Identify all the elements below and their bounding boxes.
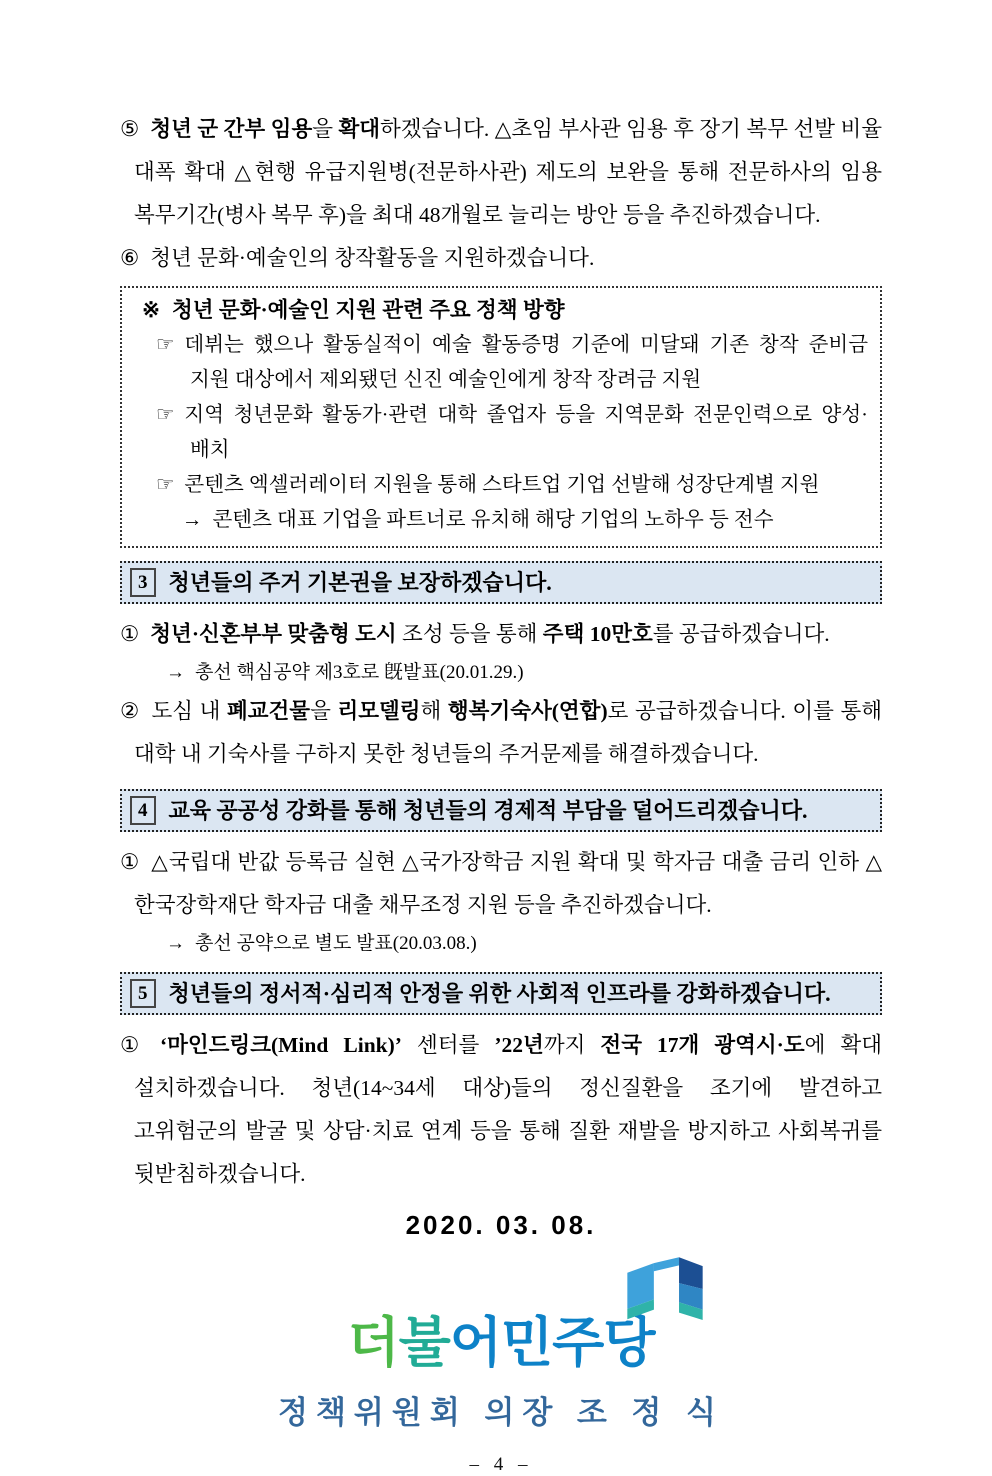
logo-text-segment: 어민주당 [449,1313,655,1373]
body-text: 센터를 [401,1033,495,1057]
page-number: – 4 – [469,1454,533,1475]
body-text: 조성 등을 통해 [396,622,543,646]
circled-number-marker: ① [120,622,140,646]
pointing-hand-icon: ☞ [156,404,175,426]
section-title: 교육 공공성 강화를 통해 청년들의 경제적 부담을 덜어드리겠습니다. [168,798,808,823]
footnote-line [166,657,882,688]
bold-text: 청년 군 간부 임용 [150,117,313,141]
body-text: 청년 문화·예술인의 창작활동을 지원하겠습니다. [150,246,595,270]
section-title: 청년들의 주거 기본권을 보장하겠습니다. [168,570,552,595]
section-heading-4 [120,789,882,832]
signature-line: 정책위원회 의장 조 정 식 [278,1395,724,1430]
policy-box-item [134,328,868,398]
section-number-box: 4 [130,796,156,825]
bold-text: 청년·신혼부부 맞춤형 도시 [150,622,397,646]
policy-box-item-text: 콘텐츠 대표 기업을 파트너로 유치해 해당 기업의 노하우 등 전수 [212,509,774,531]
policy-box-item [134,468,868,503]
body-text: 을 [312,117,339,141]
circled-number-marker: ① [120,1033,149,1057]
arrow-right-icon: → [166,662,185,683]
paragraph-item-6 [120,237,882,280]
body-text: 까지 [543,1033,601,1057]
bold-text: 폐교건물 [227,699,311,723]
pointing-hand-icon: ☞ [156,334,175,356]
bold-text: ‘마인드링크(Mind Link)’ [159,1033,402,1057]
policy-box-item-text: 데뷔는 했으나 활동실적이 예술 활동증명 기준에 미달돼 기존 창작 준비금 지원 대상에서 제외됐던 신진 예술인에게 창작 장려금 지원 [184,334,868,391]
circled-number-marker: ⑥ [120,246,140,270]
body-text: 에 확대 설치하겠습니다. 청년(14~34세 대상)들의 정신질환을 조기에 발견하고 고위험군의 발굴 및 상담·치료 연계 등을 통해 질환 재발을 방지하고 사회복귀를 뒷받침하겠습니다. [134,1033,882,1186]
section-heading-5 [120,972,882,1015]
bold-text: 리모델링 [337,699,421,723]
party-logo [120,1271,882,1379]
footnote-line [166,928,882,959]
bold-text: 주택 10만호 [542,622,653,646]
policy-box-subitem [134,503,868,538]
circled-number-marker: ⑤ [120,117,140,141]
section-title: 청년들의 정서적·심리적 안정을 위한 사회적 인프라를 강화하겠습니다. [168,981,831,1006]
bold-text: 행복기숙사(연합) [447,699,608,723]
policy-box-item-text: 콘텐츠 엑셀러레이터 지원을 통해 스타트업 기업 선발해 성장단계별 지원 [184,474,820,496]
bold-text: ’22년 [494,1033,544,1057]
circled-number-marker: ① [120,850,141,874]
logo-text-segment: 불 [398,1313,450,1373]
policy-box-item-text: 지역 청년문화 활동가·관련 대학 졸업자 등을 지역문화 전문인력으로 양성·배치 [184,404,868,461]
footnote-text: 총선 핵심공약 제3호로 旣발표(20.01.29.) [195,662,524,683]
circled-number-marker: ② [120,699,141,723]
policy-box-item [134,398,868,468]
party-logo-inner [348,1271,655,1373]
section-heading-3 [120,561,882,604]
section-number-box: 5 [130,979,156,1008]
pointing-hand-icon: ☞ [156,474,175,496]
footnote-text: 총선 공약으로 별도 발표(20.03.08.) [195,933,477,954]
policy-box-title-text: 청년 문화·예술인 지원 관련 주요 정책 방향 [172,298,565,322]
body-text: 로 공급하겠습니다. 이를 통해 대학 내 기숙사를 구하지 못한 청년들의 주거문제를 해결하겠습니다. [134,699,882,766]
paragraph-section3-item1 [120,613,882,656]
party-flag-icon [617,1253,713,1339]
document-date: 2020. 03. 08. [405,1210,597,1240]
body-text: 을 [310,699,338,723]
paragraph-section3-item2 [120,690,882,776]
bold-text: 전국 17개 광역시·도 [600,1033,805,1057]
body-text: 도심 내 [151,699,227,723]
body-text: 하겠습니다. △초임 부사관 임용 후 장기 복무 선발 비율 대폭 확대 △현행 유급지원병(전문하사관) 제도의 보완을 통해 전문하사의 임용 복무기간(병사 복무 후)을 최대 48개월로 늘리는 방안 등을 추진하겠습니다. [134,117,883,227]
section-number-box: 3 [130,568,156,597]
arrow-right-icon: → [166,933,185,954]
body-text: △국립대 반값 등록금 실현 △국가장학금 지원 확대 및 학자금 대출 금리 인하 △한국장학재단 학자금 대출 채무조정 지원 등을 추진하겠습니다. [134,850,882,917]
bold-text: 확대 [338,117,381,141]
paragraph-section4-item1 [120,841,882,927]
policy-box-title [134,293,868,328]
arrow-right-icon: → [182,509,203,531]
body-text: 를 공급하겠습니다. [652,622,830,646]
logo-text-segment: 더 [347,1313,399,1373]
policy-note-box [120,286,882,548]
paragraph-item-5 [120,108,882,237]
paragraph-section5-item1 [120,1024,882,1196]
reference-mark-icon: ※ [142,298,161,322]
body-text: 해 [420,699,448,723]
party-logo-wordmark [348,1313,655,1373]
